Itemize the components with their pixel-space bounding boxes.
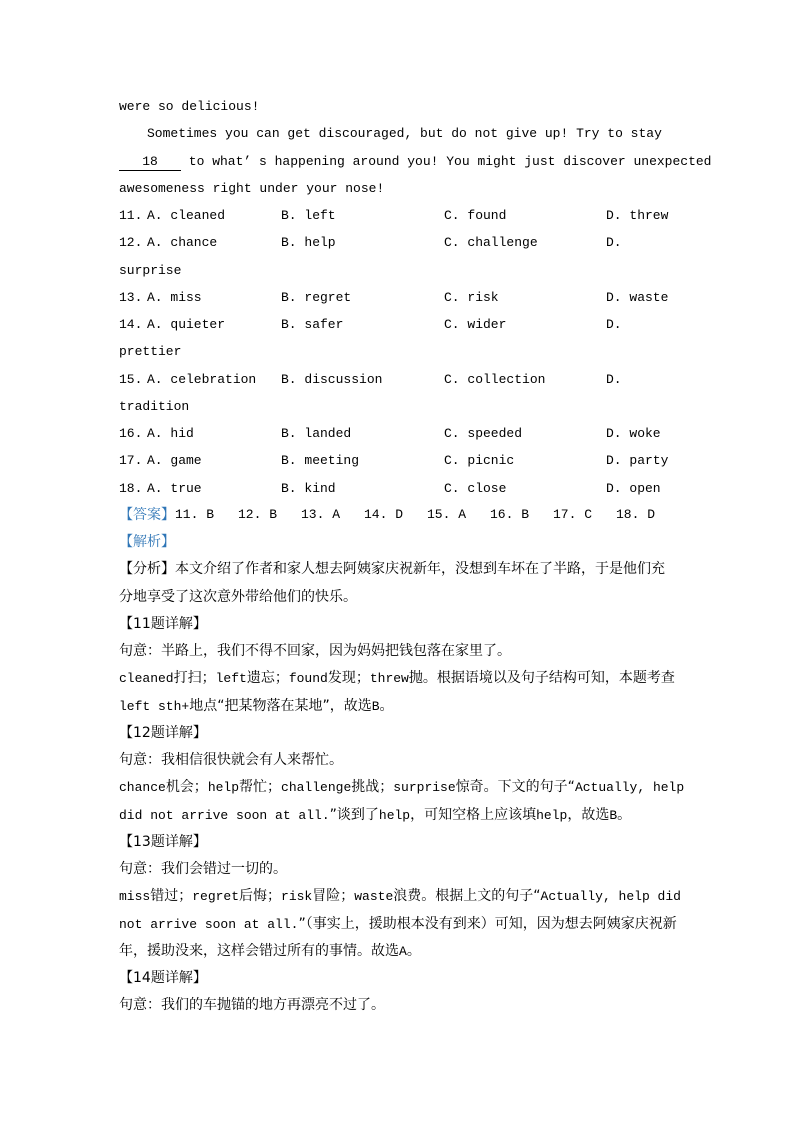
analysis-text: surprise bbox=[393, 780, 456, 796]
passage-line bbox=[119, 152, 712, 172]
analysis-text: 【12题详解】 bbox=[119, 724, 207, 741]
option-d: D. party bbox=[606, 453, 669, 469]
option-b: B. kind bbox=[281, 480, 336, 496]
question-number: 17. bbox=[119, 453, 143, 469]
answer-label: 【答案】 bbox=[119, 506, 175, 523]
option-d: D. woke bbox=[606, 426, 661, 441]
question-row bbox=[0, 424, 794, 444]
question-row bbox=[0, 451, 794, 471]
option-a: A. hid bbox=[147, 426, 194, 441]
answer-item: 14. D bbox=[364, 506, 404, 522]
analysis-text: 【11题详解】 bbox=[119, 615, 207, 632]
analysis-text: risk bbox=[281, 889, 313, 905]
analysis-text: 【13题详解】 bbox=[119, 833, 207, 850]
analysis-text: ”谈到了 bbox=[329, 806, 379, 823]
passage-text: to what’ s happening around you! You might just discover unexpected bbox=[181, 154, 712, 169]
question-number: 18. bbox=[119, 480, 143, 496]
question-row bbox=[0, 315, 794, 335]
answer-item: 18. D bbox=[616, 506, 656, 522]
passage-line: Sometimes you can get discouraged, but do not give up! Try to stay bbox=[147, 126, 662, 141]
analysis-text: miss bbox=[119, 889, 151, 905]
analysis-line bbox=[119, 587, 357, 607]
option-d: D. bbox=[606, 235, 622, 251]
analysis-line bbox=[119, 641, 511, 661]
option-a: A. game bbox=[147, 453, 202, 469]
analysis-text: 打扫； bbox=[173, 670, 216, 687]
option-c: C. close bbox=[444, 480, 507, 496]
analysis-text: 惊奇。下文的句子“ bbox=[455, 779, 575, 796]
analysis-text: 年，援助没来，这样会错过所有的事情。故选 bbox=[119, 942, 399, 959]
question-row bbox=[0, 479, 794, 499]
option-c: C. challenge bbox=[444, 235, 538, 251]
analysis-line bbox=[119, 559, 665, 579]
analysis-text: 。 bbox=[617, 806, 632, 823]
analysis-text: Actually, help did bbox=[540, 889, 681, 905]
analysis-text: 地点“把某物落在某地”，故选 bbox=[189, 697, 372, 714]
passage-line: were so delicious! bbox=[119, 99, 260, 114]
analysis-text: chance bbox=[119, 780, 166, 796]
analysis-text: ”（事实上，援助根本没有到来）可知，因为想去阿姨家庆祝新 bbox=[298, 915, 677, 932]
analysis-line bbox=[119, 668, 675, 688]
analysis-line bbox=[119, 859, 287, 879]
analysis-line bbox=[119, 805, 631, 825]
analysis-text: 后悔； bbox=[239, 888, 282, 905]
question-number: 12. bbox=[119, 235, 143, 251]
analysis-text: threw bbox=[369, 671, 409, 687]
analysis-line bbox=[119, 750, 343, 770]
option-a: A. true bbox=[147, 480, 202, 496]
option-b: B. discussion bbox=[281, 371, 383, 387]
option-d: D. open bbox=[606, 480, 661, 496]
answer-row bbox=[0, 505, 794, 525]
option-a: A. cleaned bbox=[147, 208, 226, 223]
analysis-text: B bbox=[371, 698, 380, 714]
analysis-text: found bbox=[288, 671, 328, 687]
option-d: D. bbox=[606, 317, 622, 332]
answer-item: 13. A bbox=[301, 506, 341, 522]
question-number: 11. bbox=[119, 208, 143, 223]
analysis-line bbox=[119, 968, 207, 988]
analysis-text: 浪费。根据上文的句子“ bbox=[393, 888, 541, 905]
analysis-text: left bbox=[215, 671, 247, 687]
option-c: C. wider bbox=[444, 317, 507, 332]
analysis-text: 。 bbox=[406, 942, 421, 959]
answer-item: 15. A bbox=[427, 506, 467, 522]
option-b: B. left bbox=[281, 208, 336, 223]
option-d: D. bbox=[606, 371, 622, 387]
question-row bbox=[0, 233, 794, 253]
analysis-text: Actually, help bbox=[574, 780, 685, 796]
option-b: B. meeting bbox=[281, 453, 360, 469]
option-c: C. risk bbox=[444, 289, 499, 305]
question-number: 13. bbox=[119, 289, 143, 305]
analysis-text: help bbox=[207, 780, 240, 796]
analysis-line bbox=[119, 777, 684, 797]
analysis-text: 挑战； bbox=[351, 779, 394, 796]
analysis-text: left sth+ bbox=[119, 698, 190, 714]
analysis-text: 句意：我们会错过一切的。 bbox=[119, 861, 287, 877]
option-a: A. quieter bbox=[147, 317, 226, 332]
analysis-line bbox=[119, 832, 207, 852]
analysis-line bbox=[119, 614, 207, 634]
analysis-text: help bbox=[536, 807, 568, 823]
analysis-line bbox=[119, 914, 677, 934]
question-number: 14. bbox=[119, 317, 143, 332]
passage-line: awesomeness right under your nose! bbox=[119, 181, 385, 196]
analysis-line bbox=[119, 886, 681, 906]
option-c: C. picnic bbox=[444, 453, 515, 469]
option-b: B. regret bbox=[281, 289, 352, 305]
option-c: C. found bbox=[444, 208, 507, 223]
analysis-text: not arrive soon at all. bbox=[119, 916, 299, 932]
question-number: 15. bbox=[119, 371, 143, 387]
analysis-text: cleaned bbox=[119, 671, 174, 687]
answer-item: 11. B bbox=[175, 506, 215, 522]
analysis-text: B bbox=[609, 807, 618, 823]
option-a: A. chance bbox=[147, 235, 218, 251]
question-row bbox=[0, 288, 794, 308]
analysis-text: 帮忙； bbox=[239, 779, 282, 796]
analysis-text: 抛。根据语境以及句子结构可知，本题考查 bbox=[408, 670, 675, 687]
option-d: D. threw bbox=[606, 208, 669, 223]
analysis-text: did not arrive soon at all. bbox=[119, 807, 330, 823]
answer-item: 17. C bbox=[553, 506, 593, 522]
option-c: C. collection bbox=[444, 371, 546, 387]
answer-item: 12. B bbox=[238, 506, 278, 522]
analysis-text: waste bbox=[354, 889, 394, 905]
analysis-text: regret bbox=[192, 889, 240, 905]
analysis-text: 【分析】本文介绍了作者和家人想去阿姨家庆祝新年，没想到车坏在了半路，于是他们充 bbox=[119, 561, 665, 578]
blank-18: 18 bbox=[119, 154, 181, 171]
question-row bbox=[0, 370, 794, 390]
option-b: B. safer bbox=[281, 317, 344, 332]
option-d: D. waste bbox=[606, 289, 669, 305]
option-a: A. celebration bbox=[147, 371, 257, 387]
analysis-text: A bbox=[399, 943, 407, 959]
question-number: 16. bbox=[119, 426, 143, 441]
option-d-wrap: tradition bbox=[119, 398, 190, 414]
analysis-line bbox=[119, 941, 421, 961]
analysis-line bbox=[119, 995, 385, 1015]
analysis-text: 冒险； bbox=[312, 888, 355, 905]
option-b: B. landed bbox=[281, 426, 352, 441]
answer-item: 16. B bbox=[490, 506, 530, 522]
analysis-text: 错过； bbox=[150, 888, 193, 905]
option-c: C. speeded bbox=[444, 426, 523, 441]
analysis-text: help bbox=[378, 807, 411, 823]
analysis-text: challenge bbox=[281, 780, 352, 796]
analysis-label: 【解析】 bbox=[119, 534, 175, 550]
analysis-text: ，故选 bbox=[567, 806, 610, 823]
analysis-text: 遗忘； bbox=[246, 670, 289, 687]
analysis-text: 发现； bbox=[327, 670, 370, 687]
option-d-wrap: prettier bbox=[119, 344, 182, 360]
option-d-wrap: surprise bbox=[119, 262, 182, 278]
analysis-line bbox=[119, 723, 207, 743]
option-a: A. miss bbox=[147, 289, 202, 305]
analysis-text: 分地享受了这次意外带给他们的快乐。 bbox=[119, 588, 357, 605]
question-row bbox=[0, 206, 794, 226]
analysis-text: 句意：我们的车抛锚的地方再漂亮不过了。 bbox=[119, 997, 385, 1014]
option-b: B. help bbox=[281, 235, 336, 251]
analysis-text: 机会； bbox=[165, 779, 208, 796]
analysis-text: 。 bbox=[379, 697, 394, 714]
analysis-text: 句意：我相信很快就会有人来帮忙。 bbox=[119, 752, 343, 768]
analysis-text: 【14题详解】 bbox=[119, 970, 207, 986]
analysis-text: ，可知空格上应该填 bbox=[410, 806, 537, 823]
analysis-line bbox=[119, 696, 394, 716]
analysis-text: 句意：半路上，我们不得不回家，因为妈妈把钱包落在家里了。 bbox=[119, 643, 511, 659]
